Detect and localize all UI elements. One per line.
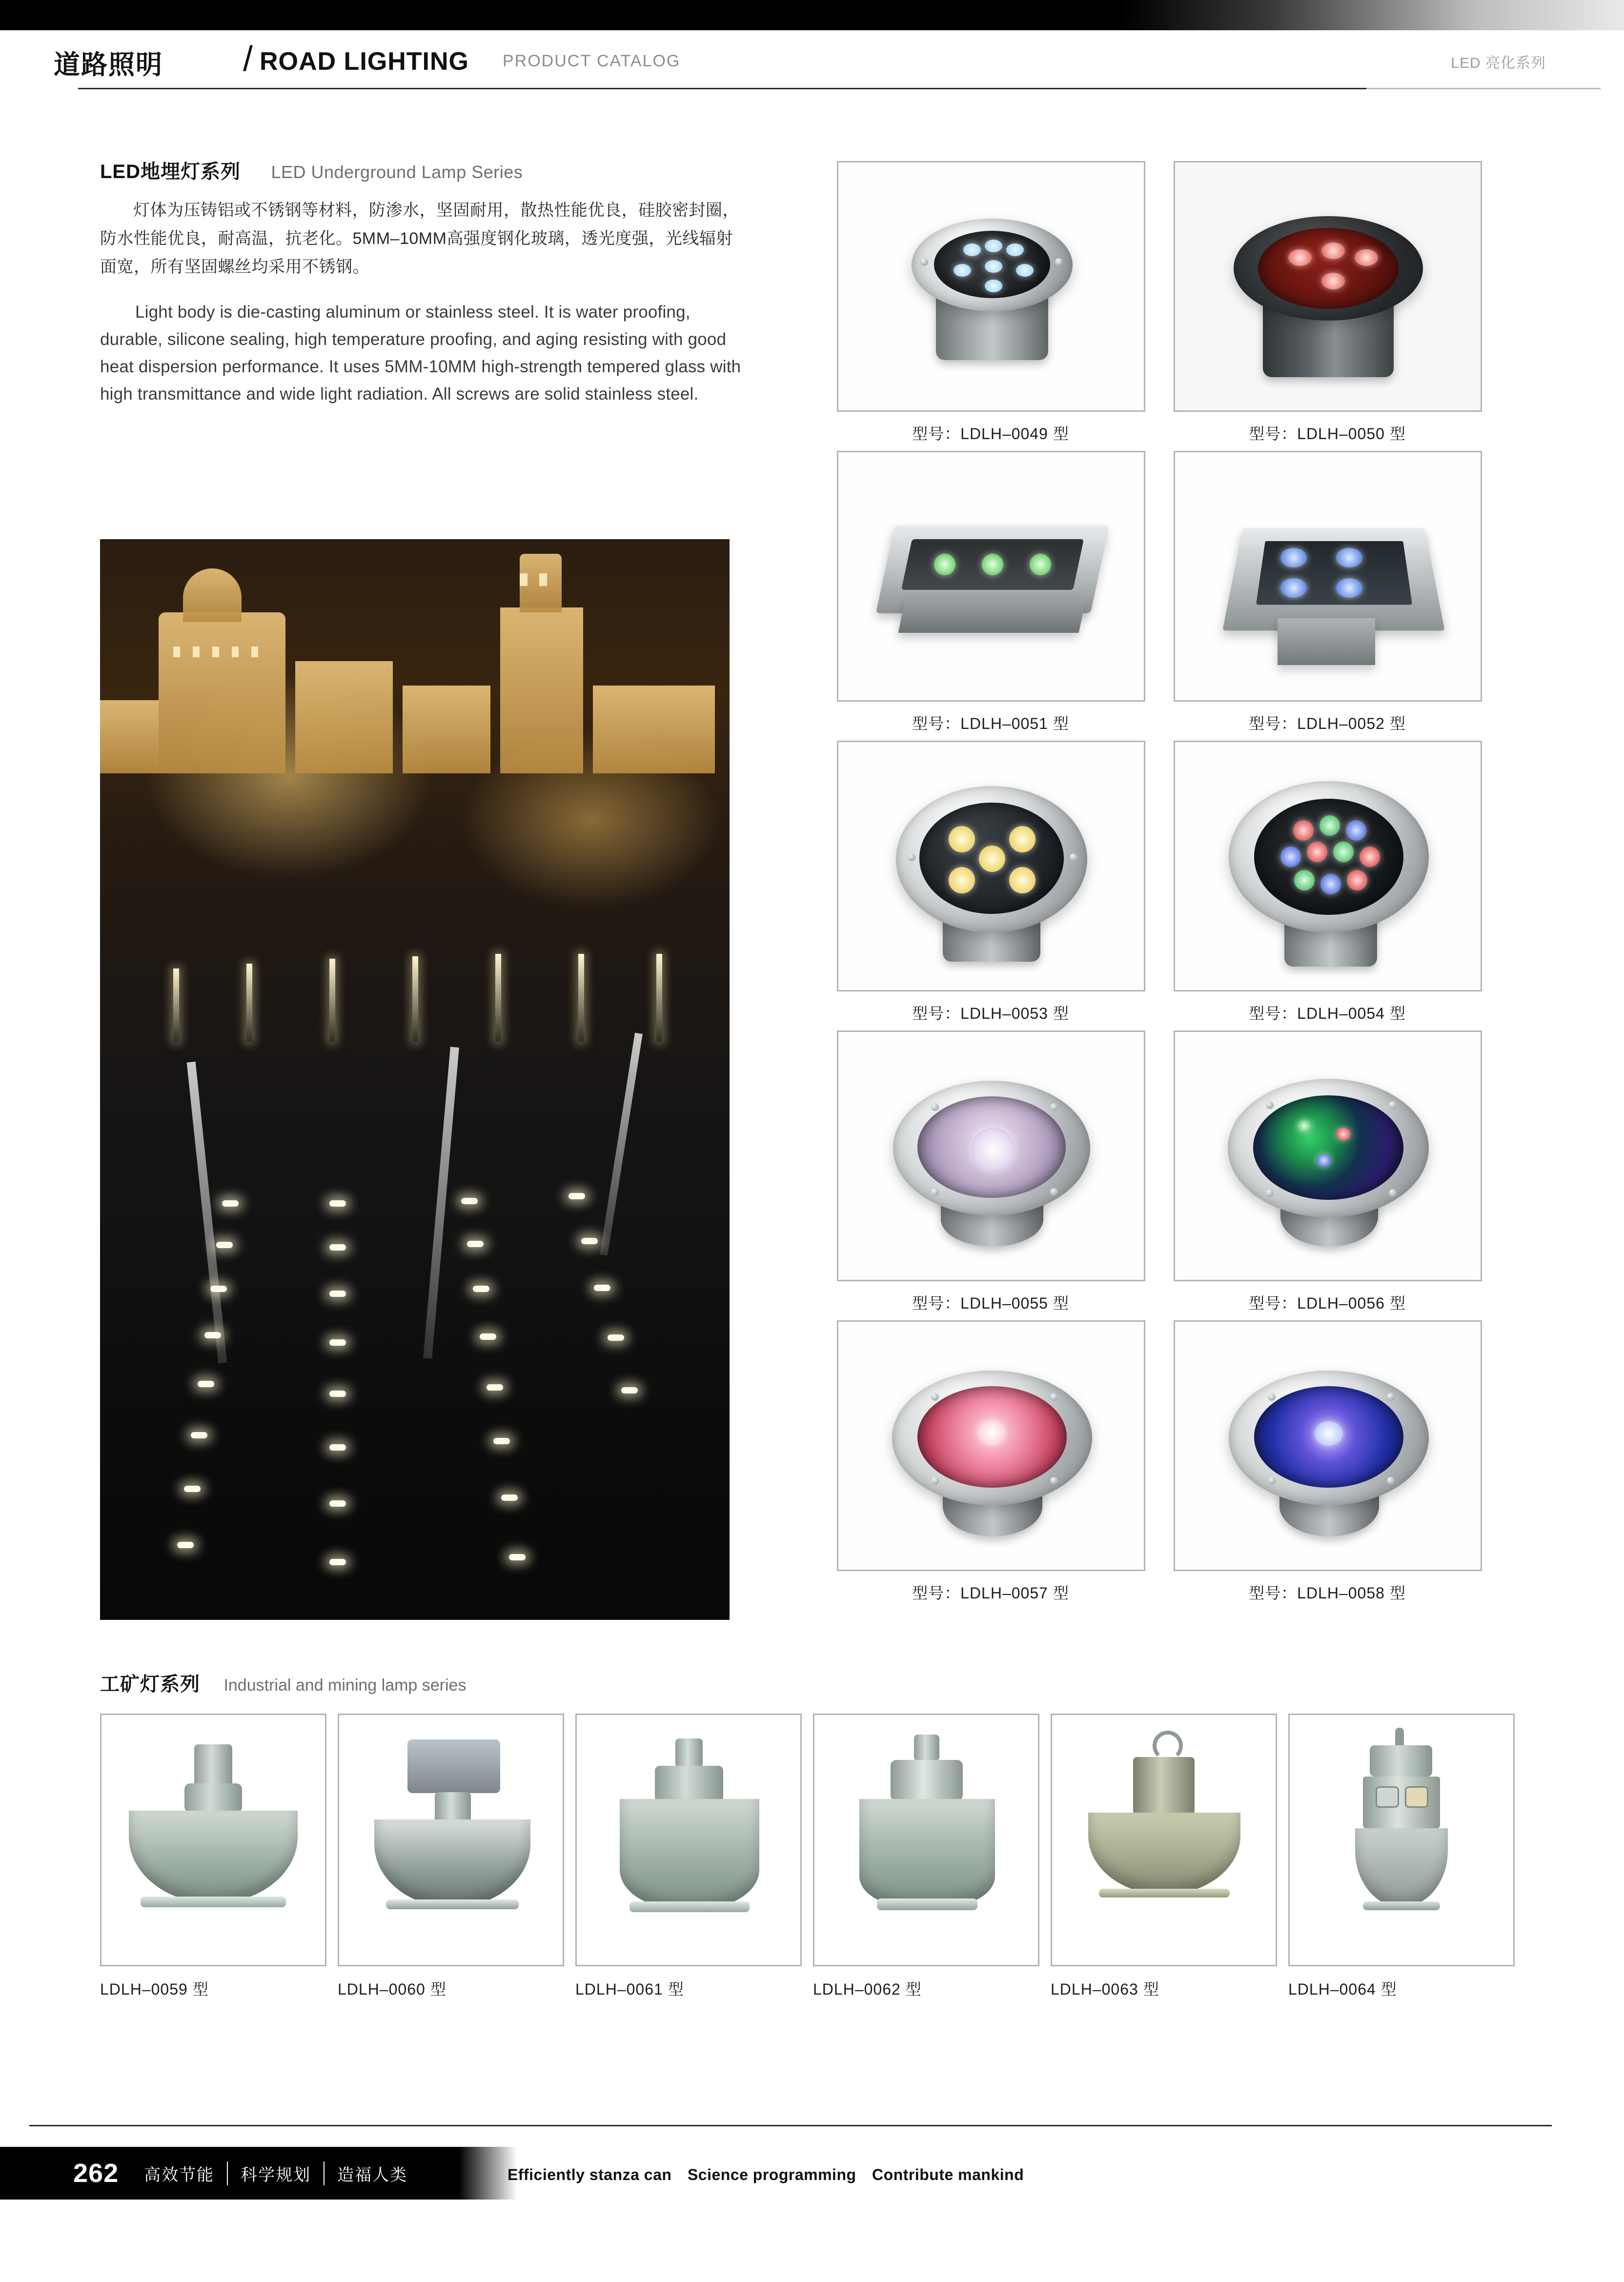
header-title-cn: 道路照明 xyxy=(54,50,163,80)
footer-slogan-1: 高效节能 xyxy=(144,2165,215,2184)
product-caption: 型号：LDLH–0049 型 xyxy=(912,425,1069,443)
header-slash: / xyxy=(243,40,253,79)
product-image-ldlh-0058 xyxy=(1174,1320,1482,1571)
product-cell-ldlh-0050[interactable] xyxy=(1174,161,1481,444)
underground-section-title xyxy=(100,156,793,185)
product-cell-ldlh-0057[interactable] xyxy=(837,1320,1144,1603)
product-cell-ldlh-0052[interactable] xyxy=(1174,451,1481,734)
industrial-title-cn: 工矿灯系列 xyxy=(100,1674,200,1695)
header-subtitle-en: PRODUCT CATALOG xyxy=(503,52,681,70)
footer-slogan-3: 造福人类 xyxy=(324,2161,420,2185)
product-cell-ldlh-0061[interactable] xyxy=(575,1714,801,1999)
product-caption: 型号：LDLH–0050 型 xyxy=(1249,425,1406,443)
product-image-ldlh-0061 xyxy=(575,1714,802,1966)
product-caption: LDLH–0062 型 xyxy=(813,1980,922,1998)
product-caption: LDLH–0061 型 xyxy=(575,1980,684,1998)
product-caption: LDLH–0059 型 xyxy=(100,1980,209,1998)
product-caption: LDLH–0063 型 xyxy=(1051,1980,1159,1998)
underground-title-en: LED Underground Lamp Series xyxy=(271,162,523,182)
product-image-ldlh-0057 xyxy=(837,1320,1145,1571)
product-caption: LDLH–0060 型 xyxy=(338,1980,447,1998)
product-caption: 型号：LDLH–0058 型 xyxy=(1249,1584,1406,1602)
header-rule-light xyxy=(1366,88,1601,89)
product-caption: 型号：LDLH–0055 型 xyxy=(912,1294,1069,1312)
product-row xyxy=(837,1320,1481,1603)
footer-rule xyxy=(29,2125,1552,2126)
industrial-section xyxy=(100,1669,1515,1998)
page-number: 262 xyxy=(73,2159,119,2188)
footer-slogan-2: 科学规划 xyxy=(227,2161,324,2185)
page-header xyxy=(0,30,1624,101)
product-row xyxy=(837,451,1481,734)
product-caption: 型号：LDLH–0056 型 xyxy=(1249,1294,1406,1312)
product-cell-ldlh-0060[interactable] xyxy=(338,1714,563,1999)
header-title-en: ROAD LIGHTING xyxy=(260,47,469,76)
product-caption: 型号：LDLH–0054 型 xyxy=(1249,1005,1406,1022)
industrial-section-title xyxy=(100,1669,1515,1696)
underground-paragraph-en: Light body is die-casting aluminum or stainless steel. It is water proofing, durable, silicone sealing, high temperature proofing, and aging resisting with good heat dispersion performance. It uses 5MM-10MM high-strength tempered glass with high transmittance and wide light radiation. All screws are solid stainless steel. xyxy=(100,303,741,404)
product-cell-ldlh-0056[interactable] xyxy=(1174,1030,1481,1313)
underground-paragraph-cn: 灯体为压铸铝或不锈钢等材料，防渗水，坚固耐用，散热性能优良，硅胶密封圈，防水性能优良，耐高温，抗老化。5MM–10MM高强度钢化玻璃，透光度强，光线辐射面宽，所有坚固螺丝均采用不锈钢。 xyxy=(100,201,739,276)
product-image-ldlh-0051 xyxy=(837,451,1145,702)
product-image-ldlh-0062 xyxy=(813,1714,1039,1966)
product-cell-ldlh-0055[interactable] xyxy=(837,1030,1144,1313)
product-image-ldlh-0060 xyxy=(338,1714,564,1966)
product-cell-ldlh-0062[interactable] xyxy=(813,1714,1038,1999)
hero-night-photo xyxy=(100,539,730,1620)
product-cell-ldlh-0059[interactable] xyxy=(100,1714,325,1999)
product-image-ldlh-0049 xyxy=(837,161,1145,412)
product-cell-ldlh-0049[interactable] xyxy=(837,161,1144,444)
product-image-ldlh-0063 xyxy=(1051,1714,1277,1966)
product-cell-ldlh-0054[interactable] xyxy=(1174,741,1481,1024)
product-image-ldlh-0064 xyxy=(1288,1714,1515,1966)
top-black-bar-fade xyxy=(1122,0,1624,30)
product-image-ldlh-0054 xyxy=(1174,741,1482,991)
product-caption: 型号：LDLH–0057 型 xyxy=(912,1584,1069,1602)
product-row xyxy=(837,1030,1481,1313)
product-caption: 型号：LDLH–0052 型 xyxy=(1249,715,1406,732)
product-row xyxy=(837,161,1481,444)
underground-title-cn: LED地埋灯系列 xyxy=(100,161,241,182)
product-row xyxy=(837,741,1481,1024)
product-cell-ldlh-0058[interactable] xyxy=(1174,1320,1481,1603)
product-cell-ldlh-0064[interactable] xyxy=(1288,1714,1514,1999)
product-caption: LDLH–0064 型 xyxy=(1288,1980,1397,1998)
industrial-product-grid xyxy=(100,1714,1515,1998)
product-image-ldlh-0052 xyxy=(1174,451,1482,702)
industrial-title-en: Industrial and mining lamp series xyxy=(223,1676,467,1695)
product-cell-ldlh-0063[interactable] xyxy=(1051,1714,1276,1999)
product-image-ldlh-0059 xyxy=(100,1714,326,1966)
product-image-ldlh-0056 xyxy=(1174,1030,1482,1281)
underground-product-grid xyxy=(837,161,1481,1610)
product-image-ldlh-0053 xyxy=(837,741,1145,991)
product-image-ldlh-0055 xyxy=(837,1030,1145,1281)
product-image-ldlh-0050 xyxy=(1174,161,1482,412)
underground-intro xyxy=(100,156,793,408)
header-series-label: LED 亮化系列 xyxy=(1451,55,1546,71)
product-caption: 型号：LDLH–0053 型 xyxy=(912,1005,1069,1022)
top-black-bar xyxy=(0,0,1122,30)
product-cell-ldlh-0053[interactable] xyxy=(837,741,1144,1024)
product-caption: 型号：LDLH–0051 型 xyxy=(912,715,1069,732)
footer-content xyxy=(73,2156,420,2191)
product-cell-ldlh-0051[interactable] xyxy=(837,451,1144,734)
footer-slogan-en: Efficiently stanza can Science programming Contribute mankind xyxy=(508,2166,1024,2183)
